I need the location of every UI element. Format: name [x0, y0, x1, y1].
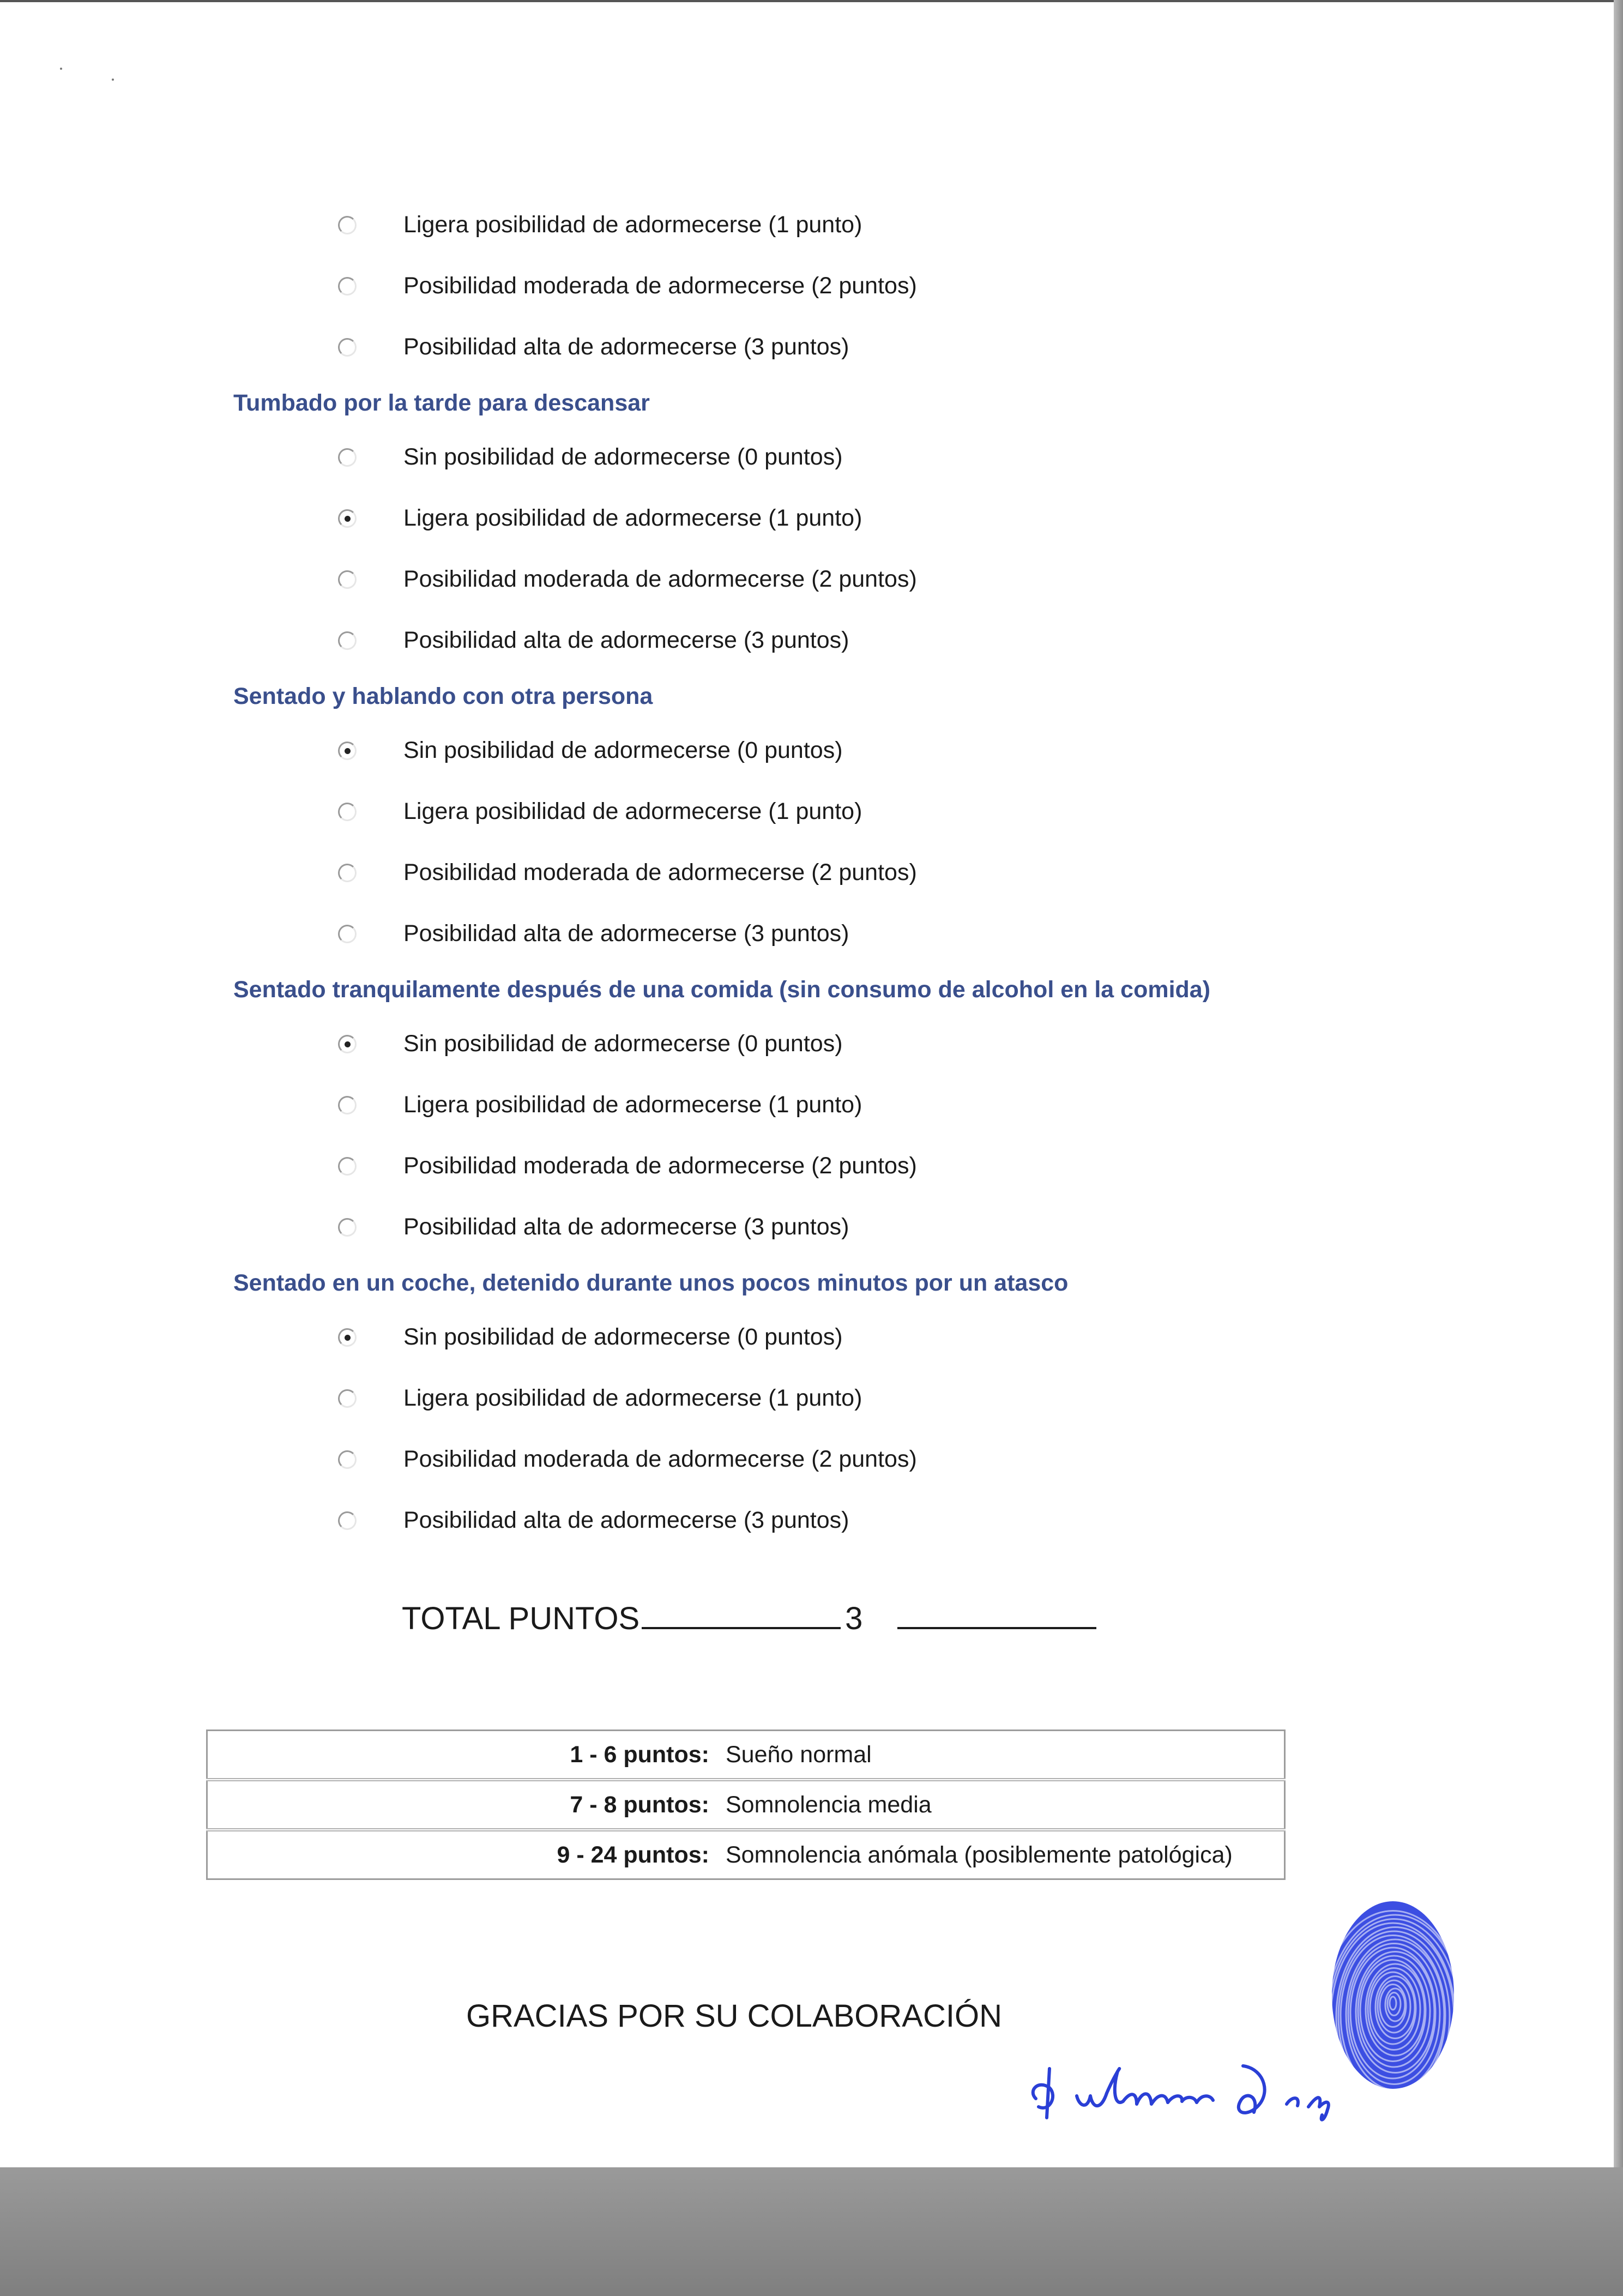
- answer-option[interactable]: [0, 1507, 1614, 1555]
- option-label: Posibilidad alta de adormecerse (3 puntos): [403, 920, 849, 947]
- scale-range: 1 - 6 puntos:: [207, 1731, 721, 1780]
- option-label: Posibilidad alta de adormecerse (3 puntos): [403, 627, 849, 653]
- answer-option[interactable]: [0, 1324, 1614, 1372]
- answer-option[interactable]: [0, 1385, 1614, 1433]
- option-label: Posibilidad alta de adormecerse (3 puntos): [403, 334, 849, 360]
- answer-option[interactable]: [0, 212, 1614, 260]
- option-label: Ligera posibilidad de adormecerse (1 punto): [403, 212, 862, 238]
- radio-button[interactable]: [338, 925, 357, 943]
- total-blank-line: [897, 1600, 1096, 1629]
- option-label: Ligera posibilidad de adormecerse (1 punto): [403, 798, 862, 824]
- radio-button[interactable]: [338, 338, 357, 357]
- option-label: Posibilidad moderada de adormecerse (2 puntos): [403, 859, 917, 885]
- scan-speck: [60, 68, 62, 70]
- option-label: Ligera posibilidad de adormecerse (1 punto): [403, 505, 862, 531]
- question-title: Sentado y hablando con otra persona: [233, 683, 653, 709]
- option-label: Posibilidad moderada de adormecerse (2 puntos): [403, 1153, 917, 1179]
- radio-button-checked[interactable]: [338, 1328, 357, 1347]
- answer-option[interactable]: [0, 627, 1614, 675]
- radio-button-checked[interactable]: [338, 509, 357, 528]
- scanner-bed: [0, 2167, 1623, 2296]
- radio-button[interactable]: [338, 631, 357, 650]
- scale-row: [207, 1830, 1285, 1879]
- total-blank-line: [642, 1600, 841, 1629]
- radio-button[interactable]: [338, 216, 357, 234]
- option-label: Ligera posibilidad de adormecerse (1 punto): [403, 1385, 862, 1411]
- answer-option[interactable]: [0, 1031, 1614, 1078]
- scale-description: Sueño normal: [720, 1731, 1285, 1780]
- scale-row: [207, 1731, 1285, 1780]
- scan-speck: [112, 79, 114, 81]
- scanner-edge: [1614, 0, 1623, 2167]
- answer-option[interactable]: [0, 1214, 1614, 1262]
- answer-option[interactable]: [0, 1153, 1614, 1201]
- radio-button[interactable]: [338, 1511, 357, 1530]
- scale-description: Somnolencia media: [720, 1780, 1285, 1830]
- radio-button-checked[interactable]: [338, 742, 357, 760]
- option-label: Posibilidad alta de adormecerse (3 puntos): [403, 1214, 849, 1240]
- option-label: Posibilidad alta de adormecerse (3 puntos): [403, 1507, 849, 1533]
- radio-button[interactable]: [338, 277, 357, 296]
- answer-option[interactable]: [0, 273, 1614, 321]
- radio-button[interactable]: [338, 448, 357, 467]
- answer-option[interactable]: [0, 1446, 1614, 1494]
- total-value[interactable]: 3: [845, 1601, 863, 1636]
- option-label: Sin posibilidad de adormecerse (0 puntos): [403, 737, 843, 763]
- question-title: Tumbado por la tarde para descansar: [233, 390, 650, 416]
- radio-button[interactable]: [338, 1157, 357, 1176]
- score-scale-table: [206, 1729, 1286, 1880]
- answer-option[interactable]: [0, 334, 1614, 382]
- radio-button[interactable]: [338, 570, 357, 589]
- radio-button[interactable]: [338, 1389, 357, 1408]
- scale-range: 9 - 24 puntos:: [207, 1830, 721, 1879]
- radio-button-checked[interactable]: [338, 1035, 357, 1053]
- answer-option[interactable]: [0, 798, 1614, 846]
- scale-description: Somnolencia anómala (posiblemente patológica): [720, 1830, 1285, 1879]
- radio-button[interactable]: [338, 803, 357, 821]
- answer-option[interactable]: [0, 505, 1614, 553]
- answer-option[interactable]: [0, 444, 1614, 492]
- option-label: Sin posibilidad de adormecerse (0 puntos): [403, 1324, 843, 1350]
- answer-option[interactable]: [0, 859, 1614, 907]
- radio-button[interactable]: [338, 1096, 357, 1114]
- radio-button[interactable]: [338, 1218, 357, 1237]
- question-title: Sentado tranquilamente después de una comida (sin consumo de alcohol en la comida): [233, 977, 1211, 1003]
- total-label: TOTAL PUNTOS: [402, 1601, 640, 1636]
- thanks-message: GRACIAS POR SU COLABORACIÓN: [466, 1998, 1002, 2034]
- scale-row: [207, 1780, 1285, 1830]
- answer-option[interactable]: [0, 1092, 1614, 1140]
- radio-button[interactable]: [338, 864, 357, 882]
- radio-button[interactable]: [338, 1450, 357, 1469]
- option-label: Ligera posibilidad de adormecerse (1 punto): [403, 1092, 862, 1118]
- total-points: [402, 1600, 1096, 1637]
- question-title: Sentado en un coche, detenido durante unos pocos minutos por un atasco: [233, 1270, 1069, 1296]
- scale-range: 7 - 8 puntos:: [207, 1780, 721, 1830]
- option-label: Sin posibilidad de adormecerse (0 puntos): [403, 444, 843, 470]
- answer-option[interactable]: [0, 566, 1614, 614]
- answer-option[interactable]: [0, 737, 1614, 785]
- option-label: Posibilidad moderada de adormecerse (2 puntos): [403, 1446, 917, 1472]
- fingerprint-mark: [1325, 1894, 1461, 2101]
- option-label: Posibilidad moderada de adormecerse (2 puntos): [403, 566, 917, 592]
- option-label: Sin posibilidad de adormecerse (0 puntos): [403, 1031, 843, 1057]
- answer-option[interactable]: [0, 920, 1614, 968]
- option-label: Posibilidad moderada de adormecerse (2 puntos): [403, 273, 917, 299]
